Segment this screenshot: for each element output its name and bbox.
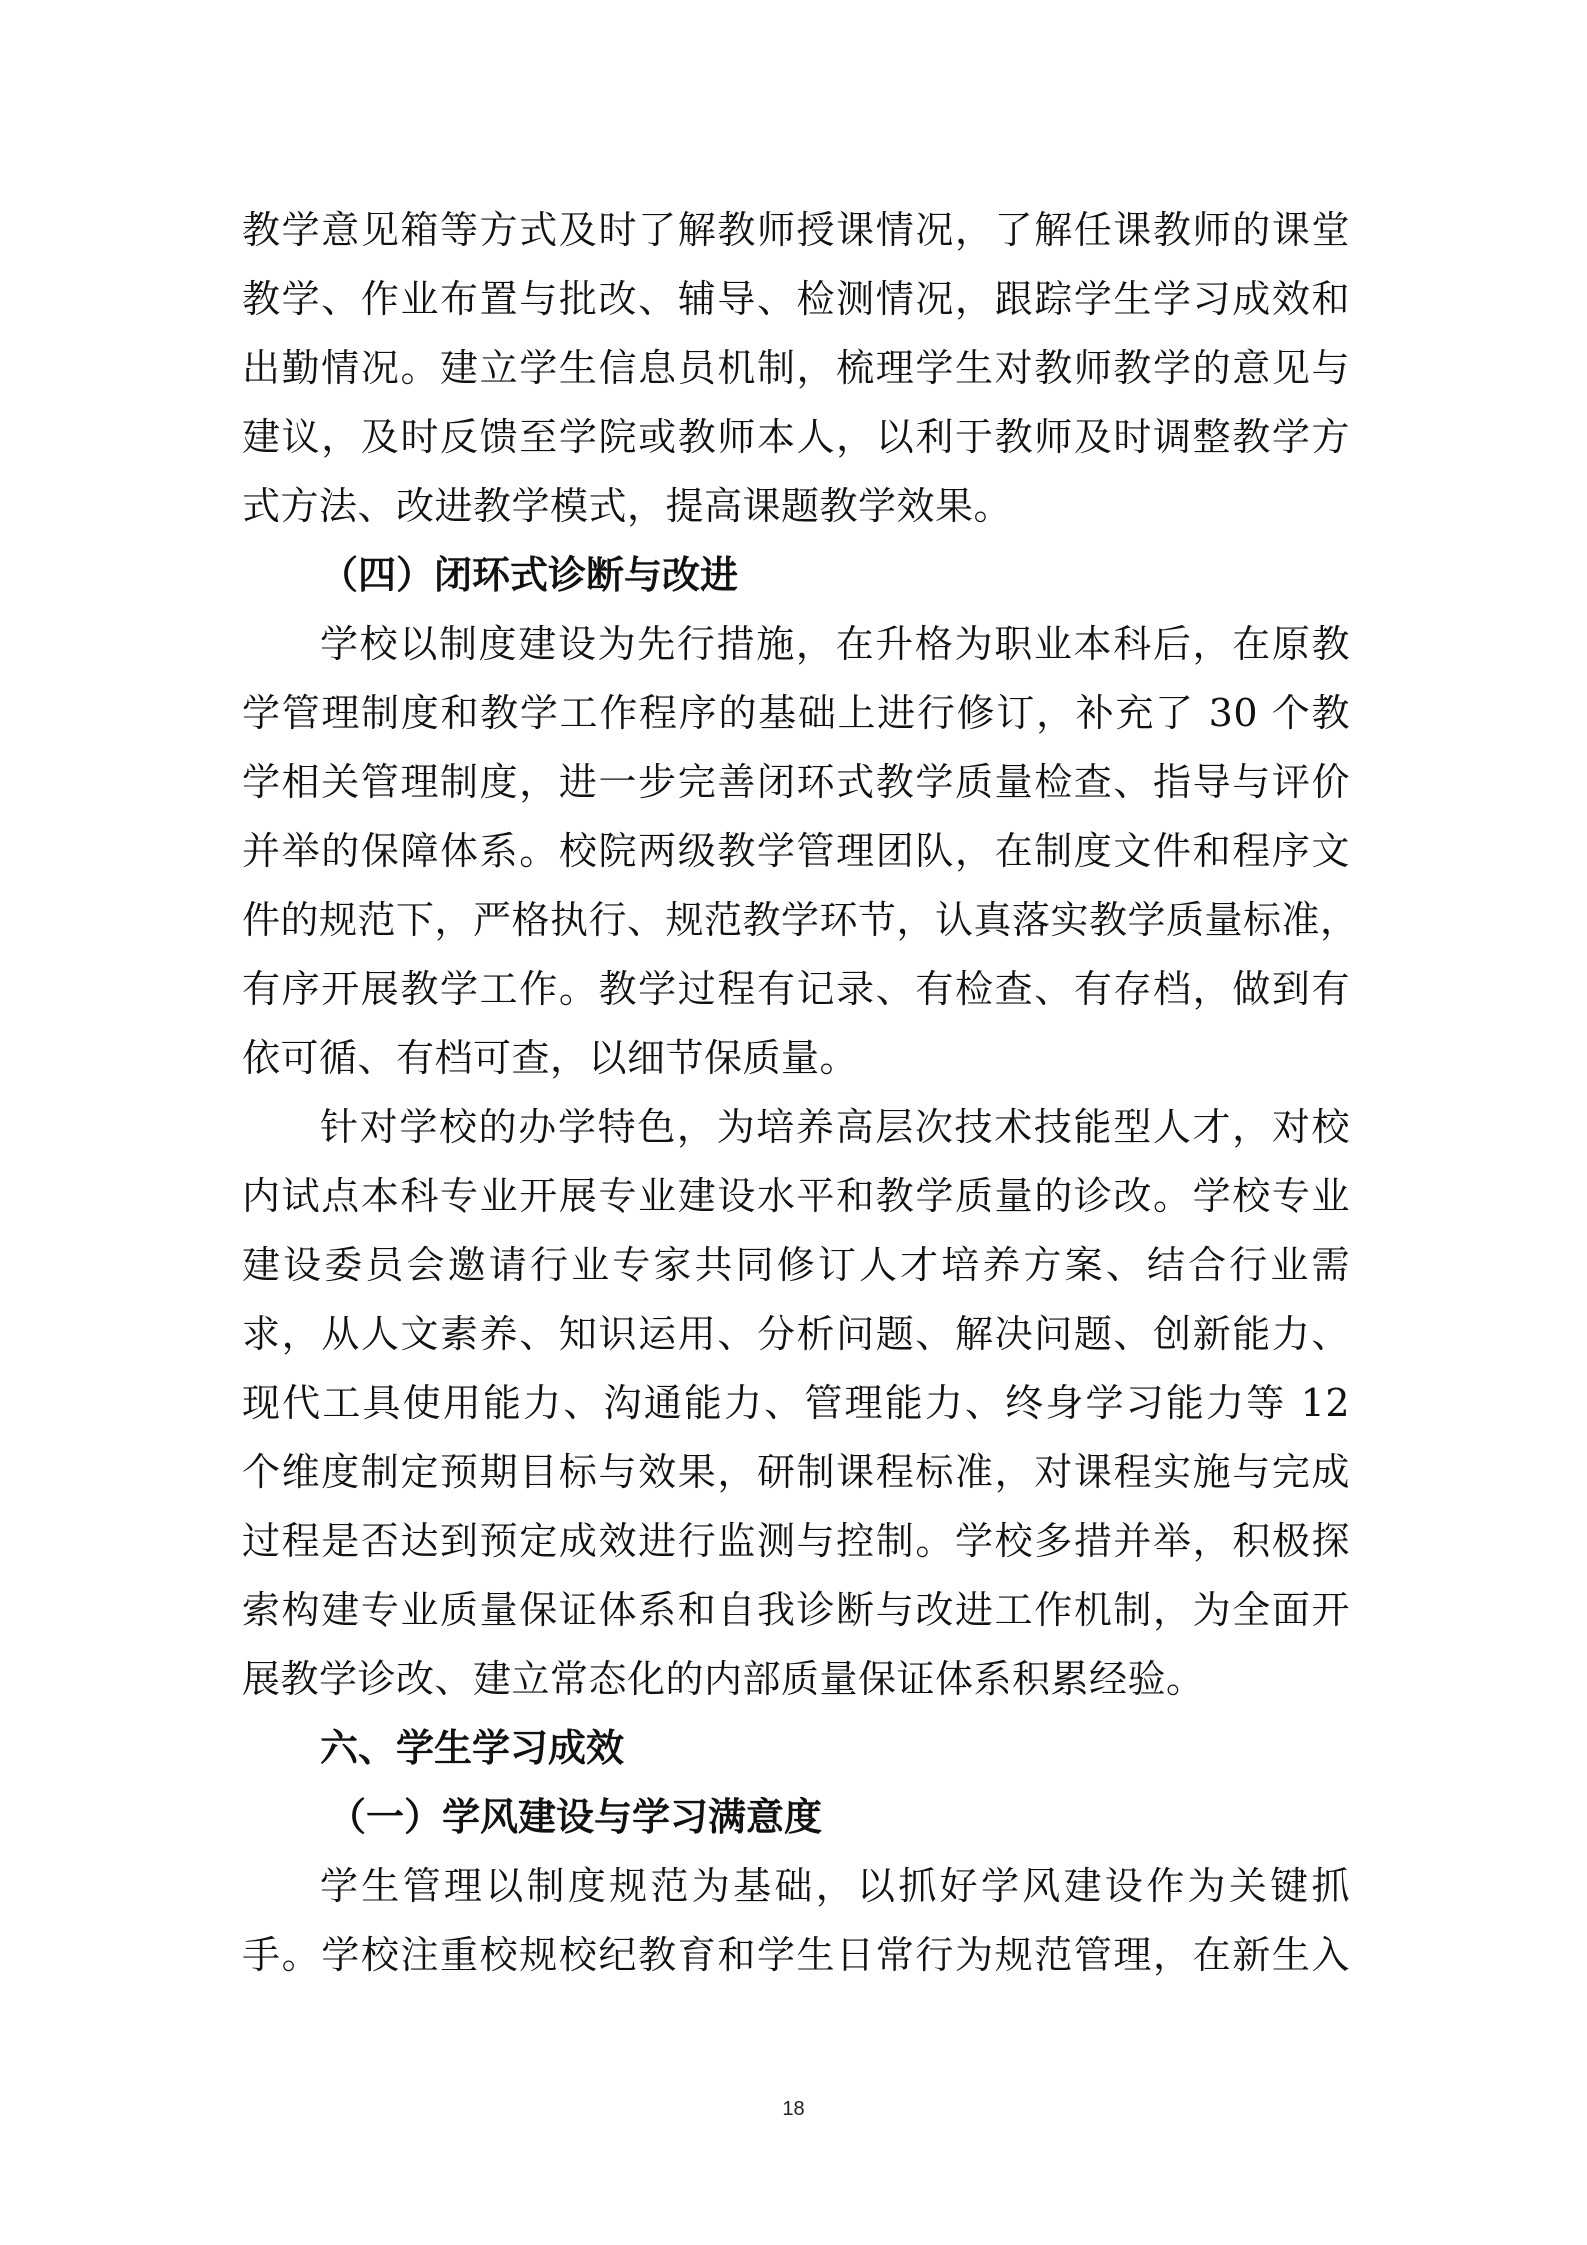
text-line: 索构建专业质量保证体系和自我诊断与改进工作机制，为全面开 [242, 1588, 1350, 1632]
text-line: 展教学诊改、建立常态化的内部质量保证体系积累经验。 [242, 1657, 1205, 1701]
text-line: 学校以制度建设为先行措施，在升格为职业本科后，在原教 [320, 622, 1350, 666]
text-line: 过程是否达到预定成效进行监测与控制。学校多措并举，积极探 [242, 1519, 1350, 1563]
text-line: 内试点本科专业开展专业建设水平和教学质量的诊改。学校专业 [242, 1174, 1350, 1218]
page-number: 18 [782, 2098, 805, 2120]
text-line: 件的规范下，严格执行、规范教学环节，认真落实教学质量标准， [242, 898, 1359, 942]
page-body [242, 196, 1359, 1990]
text-line: 建议，及时反馈至学院或教师本人，以利于教师及时调整教学方 [242, 415, 1350, 459]
paragraph-diagnosis-improvement [242, 1093, 1350, 1714]
text-line: 有序开展教学工作。教学过程有记录、有检查、有存档，做到有 [242, 967, 1350, 1011]
text-line: 现代工具使用能力、沟通能力、管理能力、终身学习能力等 12 [242, 1381, 1350, 1425]
text-line: 建设委员会邀请行业专家共同修订人才培养方案、结合行业需 [242, 1243, 1350, 1287]
text-line: 式方法、改进教学模式，提高课题教学效果。 [242, 484, 1013, 528]
text-line: 教学、作业布置与批改、辅导、检测情况，跟踪学生学习成效和 [242, 277, 1350, 321]
text-line: 学管理制度和教学工作程序的基础上进行修订，补充了 30 个教 [242, 691, 1350, 735]
text-line: 教学意见箱等方式及时了解教师授课情况，了解任课教师的课堂 [242, 208, 1350, 252]
text-line: 依可循、有档可查，以细节保质量。 [242, 1036, 859, 1080]
paragraph-system-building [242, 610, 1359, 1093]
text-line: 求，从人文素养、知识运用、分析问题、解决问题、创新能力、 [242, 1312, 1350, 1356]
text-line: 个维度制定预期目标与效果，研制课程标准，对课程实施与完成 [242, 1450, 1350, 1494]
text-line: 出勤情况。建立学生信息员机制，梳理学生对教师教学的意见与 [242, 346, 1350, 390]
paragraph-student-management [242, 1852, 1350, 1990]
text-line: 学相关管理制度，进一步完善闭环式教学质量检查、指导与评价 [242, 760, 1350, 804]
text-line: 针对学校的办学特色，为培养高层次技术技能型人才，对校 [320, 1105, 1350, 1149]
text-line: 并举的保障体系。校院两级教学管理团队，在制度文件和程序文 [242, 829, 1350, 873]
subsection-heading-study-style: （一）学风建设与学习满意度 [328, 1795, 823, 1839]
paragraph-teaching-feedback [242, 196, 1350, 541]
text-line: 学生管理以制度规范为基础，以抓好学风建设作为关键抓 [320, 1864, 1350, 1908]
text-line: 手。学校注重校规校纪教育和学生日常行为规范管理，在新生入 [242, 1933, 1350, 1977]
section-heading-closed-loop: （四）闭环式诊断与改进 [320, 553, 739, 597]
section-heading-learning-outcomes: 六、学生学习成效 [320, 1726, 625, 1770]
